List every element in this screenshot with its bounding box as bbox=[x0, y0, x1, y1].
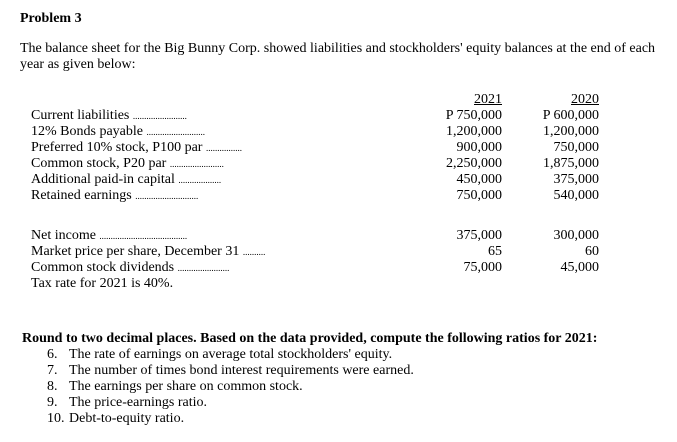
list-item: 8. The earnings per share on common stock. bbox=[47, 379, 303, 394]
balance-row-label: Preferred 10% stock, P100 par ................ bbox=[31, 140, 242, 155]
balance-row-label: Current liabilities ........................ bbox=[31, 108, 187, 123]
balance-row-2021: 900,000 bbox=[456, 140, 502, 155]
other-row-label: Market price per share, December 31 .......... bbox=[31, 244, 266, 259]
balance-row-label: Common stock, P20 par ........................ bbox=[31, 156, 224, 171]
instruction-text: Round to two decimal places. Based on the data provided, compute the following ratios for 2021: bbox=[22, 331, 598, 346]
other-row-label: Common stock dividends ....................... bbox=[31, 260, 230, 275]
list-item: 7. The number of times bond interest requirements were earned. bbox=[47, 363, 414, 378]
balance-row-2021: 1,200,000 bbox=[446, 124, 502, 139]
list-item: 6. The rate of earnings on average total stockholders' equity. bbox=[47, 347, 393, 362]
year-2020-text: 2020 bbox=[571, 92, 599, 107]
year-2021-text: 2021 bbox=[474, 92, 502, 107]
balance-row-2020: P 600,000 bbox=[542, 108, 599, 123]
tax-note: Tax rate for 2021 is 40%. bbox=[31, 276, 174, 291]
balance-row-2021: 750,000 bbox=[456, 188, 502, 203]
intro-paragraph: The balance sheet for the Big Bunny Corp. showed liabilities and stockholders' equity balances at the end of each year as given below: bbox=[20, 41, 656, 72]
problem-title: Problem 3 bbox=[20, 11, 82, 26]
other-row-2021: 75,000 bbox=[463, 260, 502, 275]
other-row-label: Net income ....................................... bbox=[31, 228, 188, 243]
year-header-2020 bbox=[509, 92, 599, 108]
list-item: 9. The price-earnings ratio. bbox=[47, 395, 207, 410]
other-row-2021: 65 bbox=[488, 244, 502, 259]
other-row-2020: 45,000 bbox=[560, 260, 599, 275]
year-header-2021 bbox=[412, 92, 502, 108]
balance-row-label: 12% Bonds payable .......................... bbox=[31, 124, 205, 139]
other-row-2020: 300,000 bbox=[553, 228, 599, 243]
balance-row-2021: P 750,000 bbox=[445, 108, 502, 123]
balance-row-2020: 1,875,000 bbox=[543, 156, 599, 171]
balance-row-2020: 375,000 bbox=[553, 172, 599, 187]
balance-row-label: Retained earnings ............................ bbox=[31, 188, 199, 203]
balance-row-label: Additional paid-in capital ................... bbox=[31, 172, 222, 187]
other-row-2020: 60 bbox=[585, 244, 599, 259]
balance-row-2020: 1,200,000 bbox=[543, 124, 599, 139]
balance-row-2020: 540,000 bbox=[553, 188, 599, 203]
balance-row-2021: 450,000 bbox=[456, 172, 502, 187]
balance-row-2020: 750,000 bbox=[553, 140, 599, 155]
other-row-2021: 375,000 bbox=[456, 228, 502, 243]
list-item: 10. Debt-to-equity ratio. bbox=[47, 411, 185, 426]
balance-row-2021: 2,250,000 bbox=[446, 156, 502, 171]
